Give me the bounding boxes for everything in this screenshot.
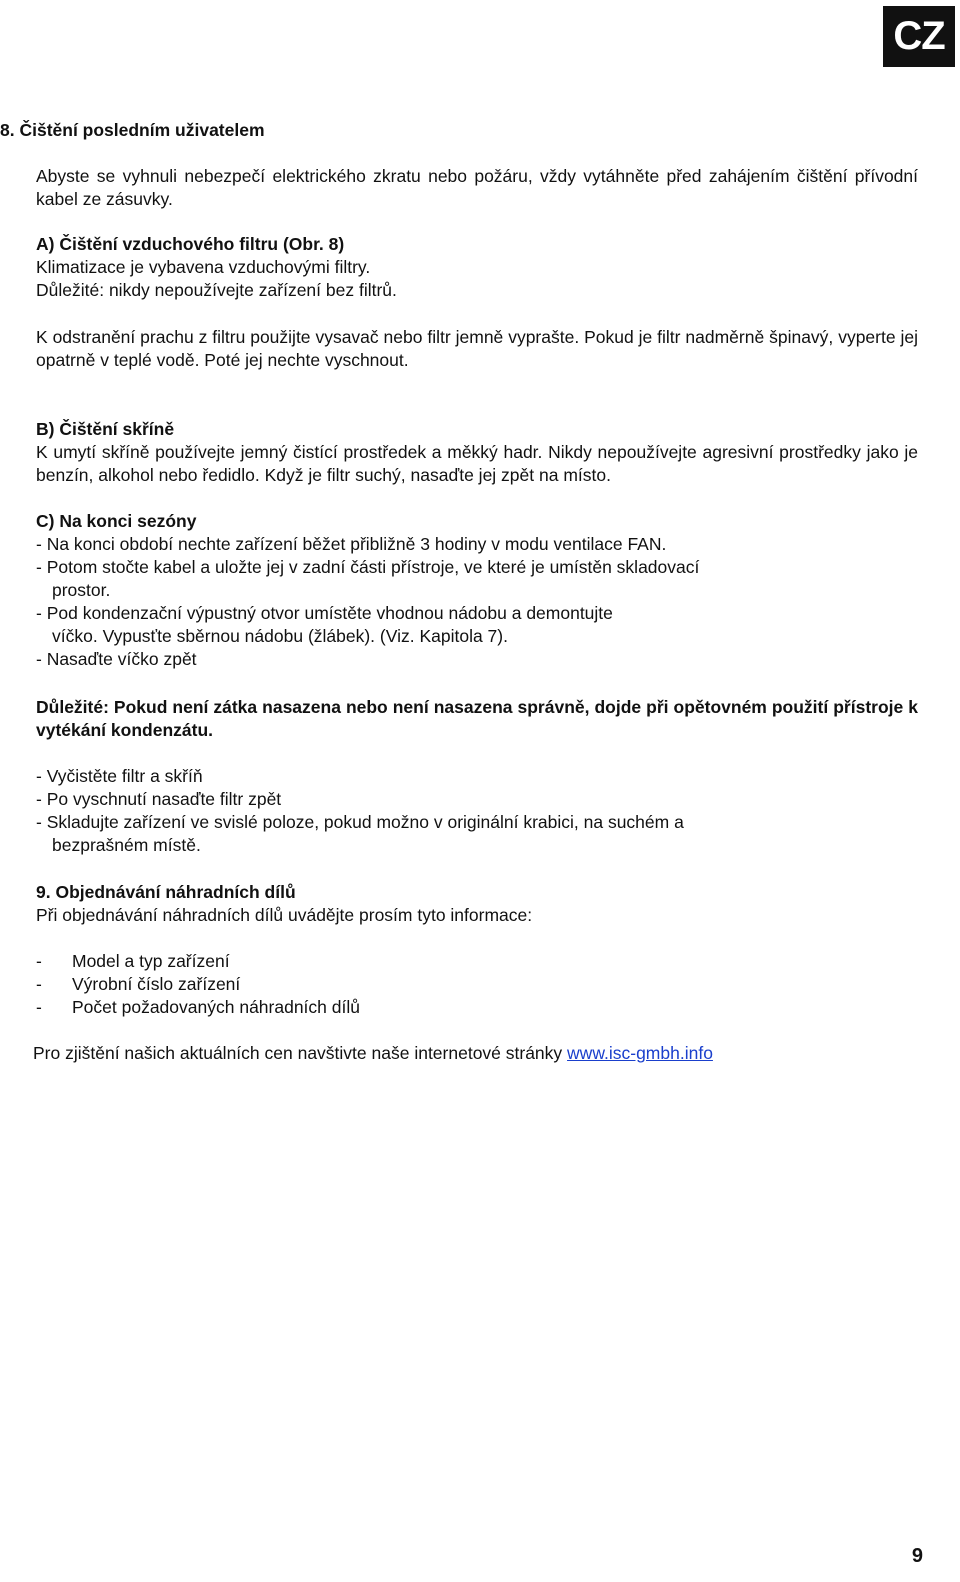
important-note: Důležité: Pokud není zátka nasazena nebo není nasazena správně, dojde při opětovném použití přístroje k vytékání kondenzátu.	[36, 697, 918, 740]
subsection-a-paragraph: K odstranění prachu z filtru použijte vysavač nebo filtr jemně vyprašte. Pokud je filtr nadměrně špinavý, vyperte jej opatrně v teplé vodě. Poté jej nechte vyschnout.	[36, 327, 918, 370]
subsection-c-item-continuation: prostor.	[52, 580, 111, 600]
final-step-item: - Po vyschnutí nasaďte filtr zpět	[36, 789, 282, 809]
subsection-b-title	[36, 418, 918, 441]
section-9-intro: Při objednávání náhradních dílů uvádějte prosím tyto informace:	[36, 905, 533, 925]
list-item-text: Výrobní číslo zařízení	[72, 974, 241, 994]
subsection-c-item: - Na konci období nechte zařízení běžet přibližně 3 hodiny v modu ventilace FAN.	[36, 534, 667, 554]
final-step-item: - Vyčistěte filtr a skříň	[36, 766, 203, 786]
list-item-text: Počet požadovaných náhradních dílů	[72, 997, 360, 1017]
final-steps-list	[36, 765, 918, 857]
subsection-b-heading: B) Čištění skříně	[36, 419, 175, 439]
list-item	[36, 950, 918, 973]
list-dash: -	[36, 974, 42, 994]
subsection-c	[36, 510, 918, 671]
list-dash: -	[36, 951, 42, 971]
subsection-a-line-1: Klimatizace je vybavena vzduchovými filtry.	[36, 257, 371, 277]
footer-text: Pro zjištění našich aktuálních cen navštivte naše internetové stránky	[33, 1043, 568, 1063]
page-number: 9	[911, 1545, 923, 1567]
subsection-b-paragraph: K umytí skříně používejte jemný čistící prostředek a měkký hadr. Nikdy nepoužívejte agresivní prostředky jako je benzín, alkohol nebo ředidlo. Když je filtr suchý, nasaďte jej zpět na místo.	[36, 442, 918, 485]
subsection-c-title: C) Na konci sezóny	[36, 511, 197, 531]
section-9-title: 9. Objednávání náhradních dílů	[36, 882, 296, 902]
section-8-warning: Abyste se vyhnuli nebezpečí elektrického zkratu nebo požáru, vždy vytáhněte před zahájením čištění přívodní kabel ze zásuvky.	[36, 166, 918, 209]
subsection-c-item: - Pod kondenzační výpustný otvor umístěte vhodnou nádobu a demontujte	[36, 603, 613, 623]
list-dash: -	[36, 997, 42, 1017]
subsection-a	[36, 233, 918, 302]
subsection-a-line-2: Důležité: nikdy nepoužívejte zařízení bez filtrů.	[36, 280, 397, 300]
list-item-text: Model a typ zařízení	[72, 951, 230, 971]
subsection-c-item: - Potom stočte kabel a uložte jej v zadní části přístroje, ve které je umístěn skladovací	[36, 557, 700, 577]
subsection-a-title: A) Čištění vzduchového filtru (Obr. 8)	[36, 234, 345, 254]
subsection-c-item: - Nasaďte víčko zpět	[36, 649, 197, 669]
section-9	[36, 881, 918, 927]
section-8-title: 8. Čištění posledním uživatelem	[0, 120, 265, 140]
final-step-item-continuation: bezprašném místě.	[52, 835, 201, 855]
final-step-item: - Skladujte zařízení ve svislé poloze, pokud možno v originální krabici, na suchém a	[36, 812, 684, 832]
footer-note	[33, 1042, 713, 1065]
spare-parts-info-list	[36, 950, 918, 1019]
subsection-c-item-continuation: víčko. Vypusťte sběrnou nádobu (žlábek). (Viz. Kapitola 7).	[52, 626, 508, 646]
website-link[interactable]: www.isc-gmbh.info	[567, 1043, 713, 1063]
list-item	[36, 973, 918, 996]
language-badge: CZ	[883, 6, 955, 67]
list-item	[36, 996, 918, 1019]
